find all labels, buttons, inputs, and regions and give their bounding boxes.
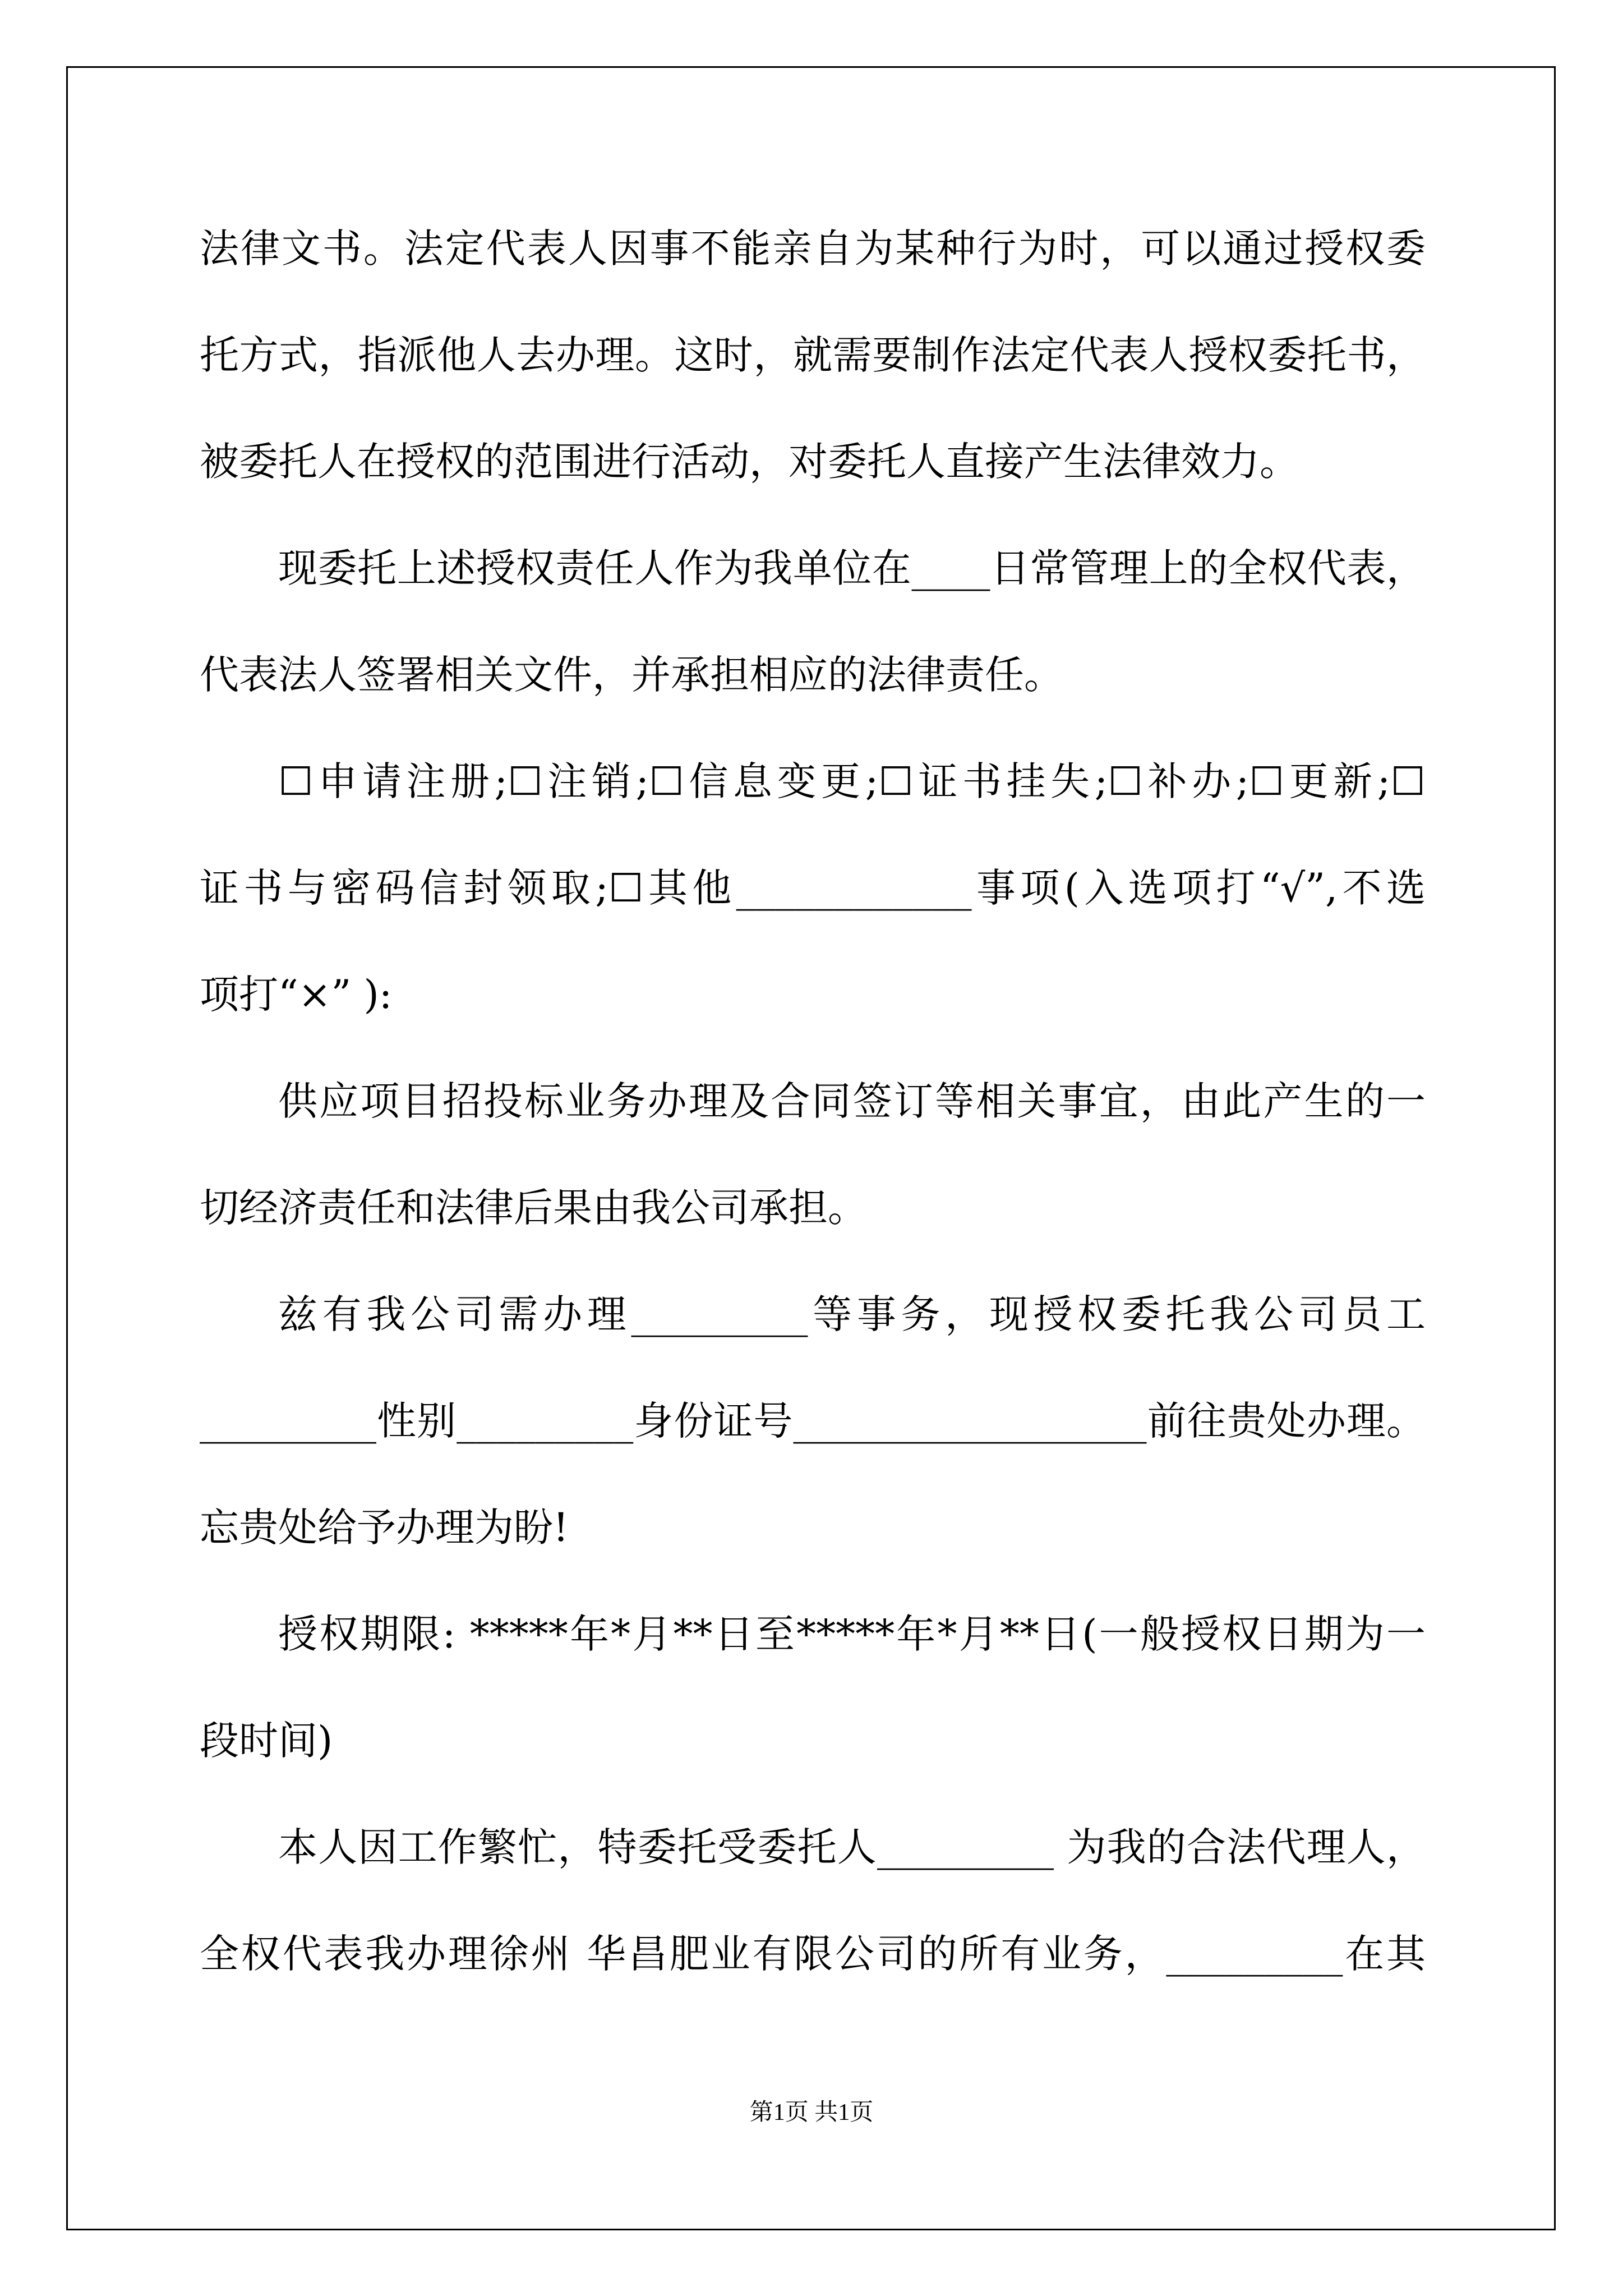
- text-line: 法律文书。法定代表人因事不能亲自为某种行为时，可以通过授权委: [200, 226, 1426, 272]
- text-line: 切经济责任和法律后果由我公司承担。: [200, 1185, 867, 1231]
- text-line: 全权代表我办理徐州 华昌肥业有限公司的所有业务，_________在其: [200, 1931, 1426, 1977]
- text-line: 忘贵处给予办理为盼!: [200, 1504, 569, 1550]
- text-line: 授权期限: *****年*月**日至*****年*月**日(一般授权日期为一: [278, 1611, 1426, 1657]
- text-line: 供应项目招投标业务办理及合同签订等相关事宜，由此产生的一: [278, 1078, 1426, 1124]
- text-line: _________性别_________身份证号__________________前往贵处办理。: [200, 1398, 1426, 1444]
- text-line: 现委托上述授权责任人作为我单位在____日常管理上的全权代表，: [278, 545, 1426, 591]
- page-number: 第1页 共1页: [749, 2100, 874, 2125]
- text-line: 证书与密码信封领取;☐其他____________事项(入选项打“√”,不选: [200, 865, 1426, 911]
- text-line: 托方式，指派他人去办理。这时，就需要制作法定代表人授权委托书，: [200, 332, 1426, 378]
- text-line: 被委托人在授权的范围进行活动，对委托人直接产生法律效力。: [200, 439, 1299, 485]
- page-border: [66, 66, 1556, 2230]
- text-line: ☐申请注册;☐注销;☐信息变更;☐证书挂失;☐补办;☐更新;☐: [278, 758, 1426, 804]
- text-line: 项打“×” ):: [200, 972, 393, 1018]
- text-line: 代表法人签署相关文件，并承担相应的法律责任。: [200, 652, 1063, 698]
- text-line: 兹有我公司需办理_________等事务，现授权委托我公司员工: [278, 1291, 1426, 1337]
- text-line: 本人因工作繁忙，特委托受委托人_________ 为我的合法代理人，: [278, 1824, 1426, 1870]
- text-line: 段时间): [200, 1718, 333, 1764]
